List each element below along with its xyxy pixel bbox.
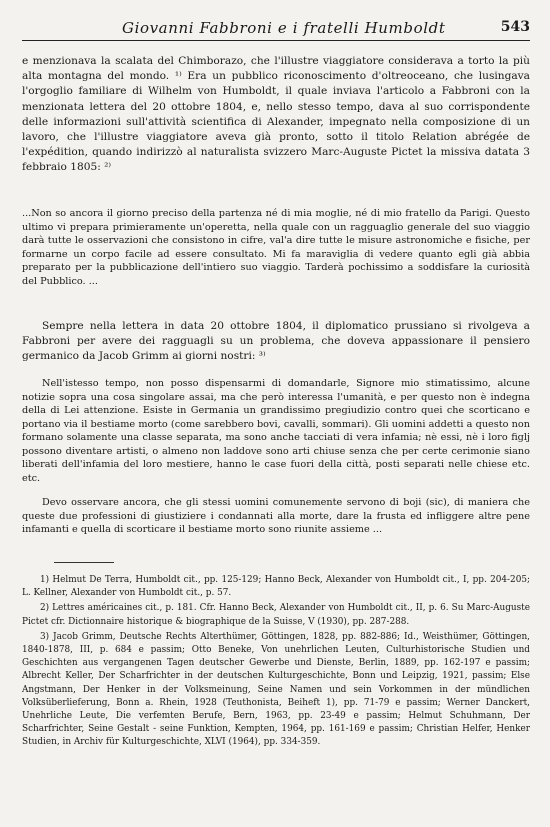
quote-paragraph-1: ...Non so ancora il giorno preciso della partenza né di mia moglie, né di mio fratello da Parigi. Questo ultimo vi prepara primieramente un'operetta, nella quale con un ragguaglio generale del suo viaggio darà tutte le osservazioni che consistono in cifre, val'a dire tutte le misure astronomiche e fisiche, per formarne un corpo facile ad essere consultato. Mi fa maraviglia di vedere quanto egli già abbia preparato per la pubblicazione dell'intiero suo viaggio. Tarderà pochissimo a soddisfare la curiosità del Pubblico. ... [22,208,530,287]
footnote: 1) Helmut De Terra, Humboldt cit., pp. 125-129; Hanno Beck, Alexander von Humboldt cit., I, pp. 204-205; L. Kellner, Alexander von Humboldt cit., p. 57. [22,575,530,599]
footnote: 2) Lettres américaines cit., p. 181. Cfr. Hanno Beck, Alexander von Humboldt cit., II, p. 6. Su Marc-Auguste Pictet cfr. Dictionnaire historique & biographique de la Suisse, V (1930), pp. 287-288. [22,603,530,627]
footnotes [22,574,530,752]
footnote: 3) Jacob Grimm, Deutsche Rechts Alterthümer, Göttingen, 1828, pp. 882-886; Id., Weisthümer, Göttingen, 1840-1878, III, p. 684 e passim; Otto Beneke, Von unehrlichen Leuten, Culturhistorische Studien und Geschichten aus vergangenen Tagen deutscher Gewerbe und Dienste, Berlin, 1889, pp. 162-197 e passim; Albrecht Keller, Der Scharfrichter in der deutschen Kulturgeschichte, Bonn und Leipzig, 1921, passim; Else Angstmann, Der Henker in der Volksmeinung, Seine Namen und sein Vorkommen in der mündlichen Volksüberlieferung, Bonn a. Rhein, 1928 (Teuthonista, Beiheft 1), pp. 71-79 e passim; Werner Danckert, Unehrliche Leute, Die verfemten Berufe, Bern, 1963, pp. 23-49 e passim; Helmut Schuhmann, Der Scharfrichter, Seine Gestalt - seine Funktion, Kempten, 1964, pp. 161-169 e passim; Christian Helfer, Henker Studien, in Archiv für Kulturgeschichte, XLVI (1964), pp. 334-359. [22,631,530,748]
body-paragraph-2: Sempre nella lettera in data 20 ottobre 1804, il diplomatico prussiano si rivolgeva a Fabbroni per avere dei ragguagli su un problema, che doveva appassionare il pensiero germanico da Jacob Grimm ai giorni nostri: ³⁾ [22,320,530,363]
quote-paragraph-2: Nell'istesso tempo, non posso dispensarmi di domandarle, Signore mio stimatissimo, alcune notizie sopra una cosa singolare assai, ma che però interessa l'umanità, e per questo non è indegna della di Lei attenzione. Esiste in Germania un grandissimo pregiudizio contro quei che scorticano e portano via il bestiame morto (come sarebbero bovi, cavalli, sommari). Gli uomini addetti a questo non formano solamente una classe separata, ma sono anche tacciati di vera infamia; nè essi, nè i loro figlj possono diventare artisti, o almeno non laddove sono arti chiuse senza che per certe cerimonie siano liberati dell'infamia del loro mestiere, hanno le case fuori della città, posti separati nelle chiese etc. etc. [22,378,530,484]
page-number: 543 [500,19,530,35]
body-paragraph-1: e menzionava la scalata del Chimborazo, che l'illustre viaggiatore considerava a torto la più alta montagna del mondo. ¹⁾ Era un pubblico riconoscimento d'oltreoceano, che lusingava l'orgoglio familiare di Wilhelm von Humboldt, il quale inviava l'articolo a Fabbroni con la menzionata lettera del 20 ottobre 1804, e, nello stesso tempo, dava al suo corrispondente delle informazioni sull'attività scientifica di Alexander, impegnato nella composizione di un lavoro, che l'illustre viaggiatore aveva già pronto, sotto il titolo Relation abrégée de l'expédition, quando indirizzò al naturalista svizzero Marc-Auguste Pictet la missiva datata 3 febbraio 1805: ²⁾ [22,55,530,174]
footnote-divider [54,562,114,563]
page-header [22,16,530,41]
running-title: Giovanni Fabbroni e i fratelli Humboldt [122,19,446,37]
quote-paragraph-3: Devo osservare ancora, che gli stessi uomini comunemente servono di boji (sic), di maniera che queste due professioni di giustiziere i condannati alla morte, dare la frusta ed infliggere altre pene infamanti e quella di scorticare il bestiame morto sono riunite assieme ... [22,497,530,535]
